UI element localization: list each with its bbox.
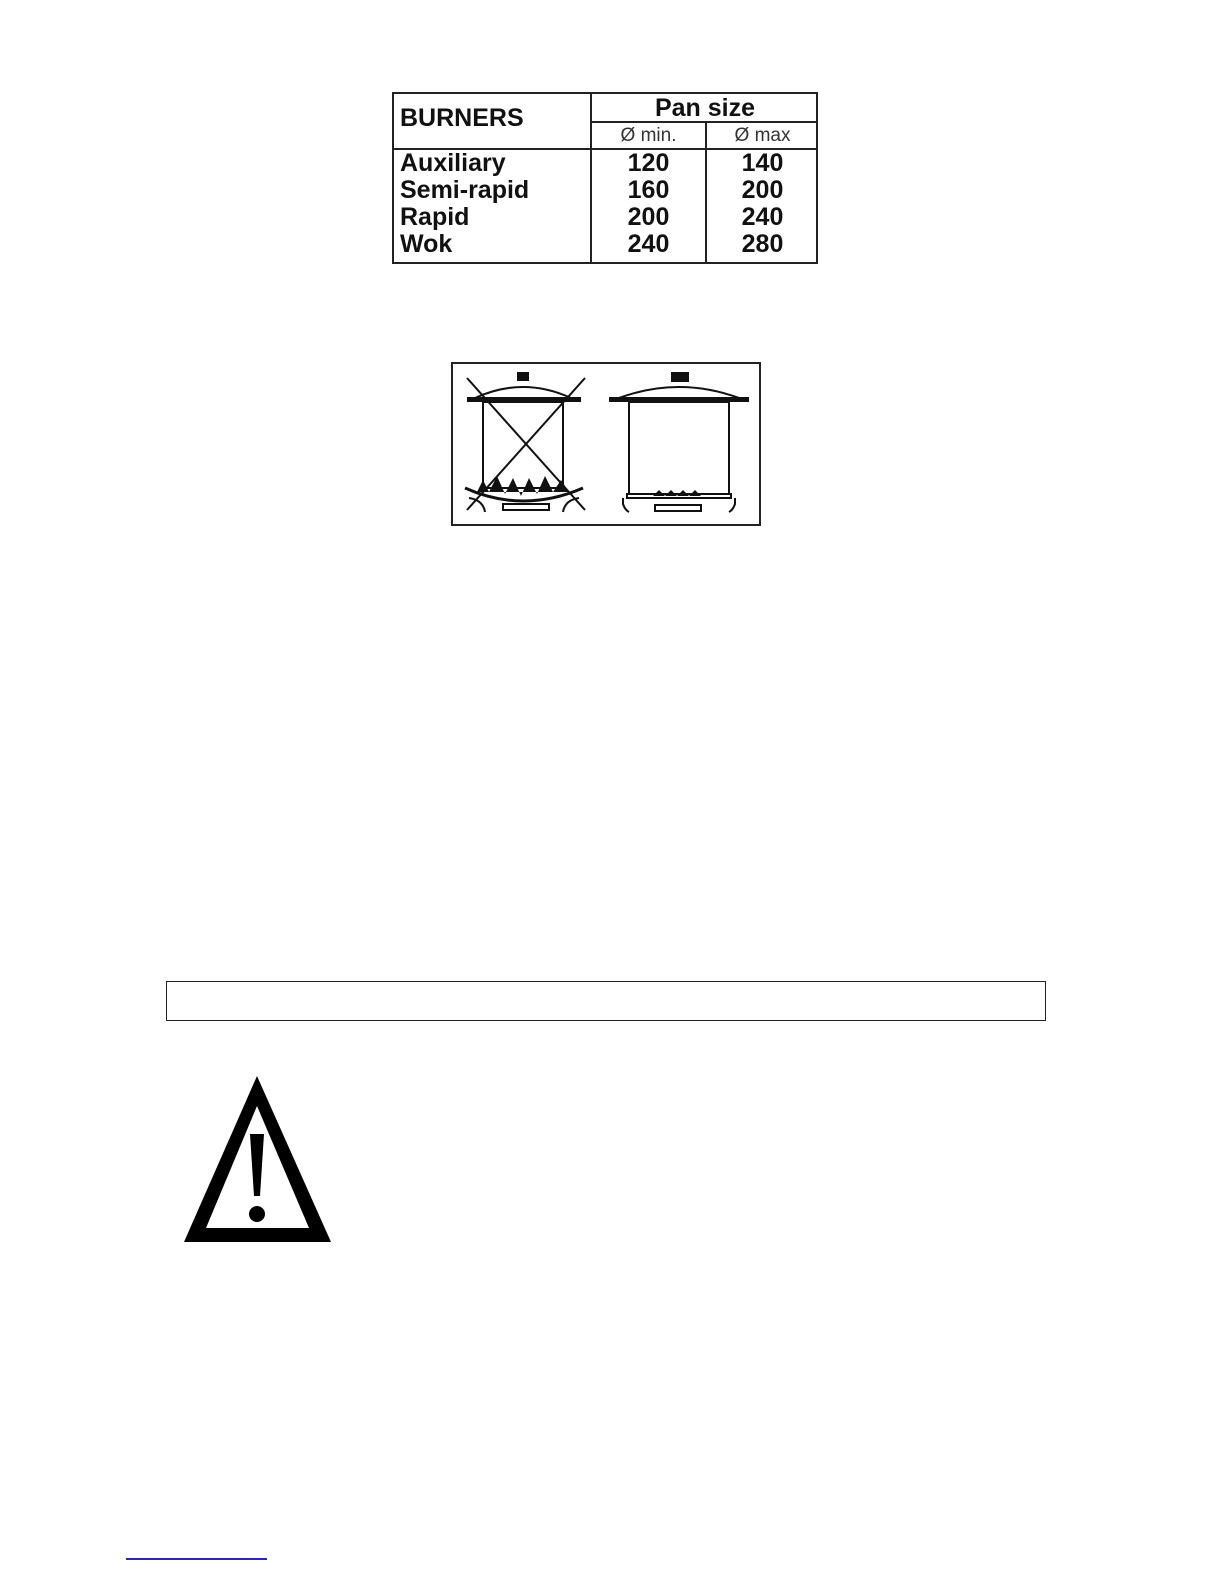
burners-header: BURNERS [400,104,524,132]
max-value: 280 [741,230,784,258]
pan-correct-size-icon [609,372,749,512]
max-diameter-header: Ø max [734,125,791,146]
min-value: 120 [627,149,670,177]
pan-size-header: Pan size [654,94,756,122]
pan-diagram-graphic [453,364,759,524]
footnote-separator [126,1558,267,1560]
burner-names [400,150,529,258]
max-value: 200 [741,176,784,204]
blank-section-box [166,981,1046,1021]
warning-triangle-icon [182,1072,334,1244]
pan-sizing-diagram [451,362,761,526]
min-diameter-header: Ø min. [620,125,677,146]
max-diameter-values [707,150,818,258]
burner-name: Semi-rapid [400,176,530,204]
max-value: 140 [741,149,784,177]
min-value: 200 [627,203,670,231]
min-value: 240 [627,230,670,258]
burner-name: Auxiliary [400,149,506,177]
burner-name: Rapid [400,203,470,231]
min-value: 160 [627,176,670,204]
min-diameter-values [592,150,705,258]
pan-too-small-crossed-icon [465,372,585,512]
burner-name: Wok [400,230,453,258]
max-value: 240 [741,203,784,231]
warning-triangle-graphic [182,1072,334,1244]
burner-pan-size-table [392,92,818,264]
